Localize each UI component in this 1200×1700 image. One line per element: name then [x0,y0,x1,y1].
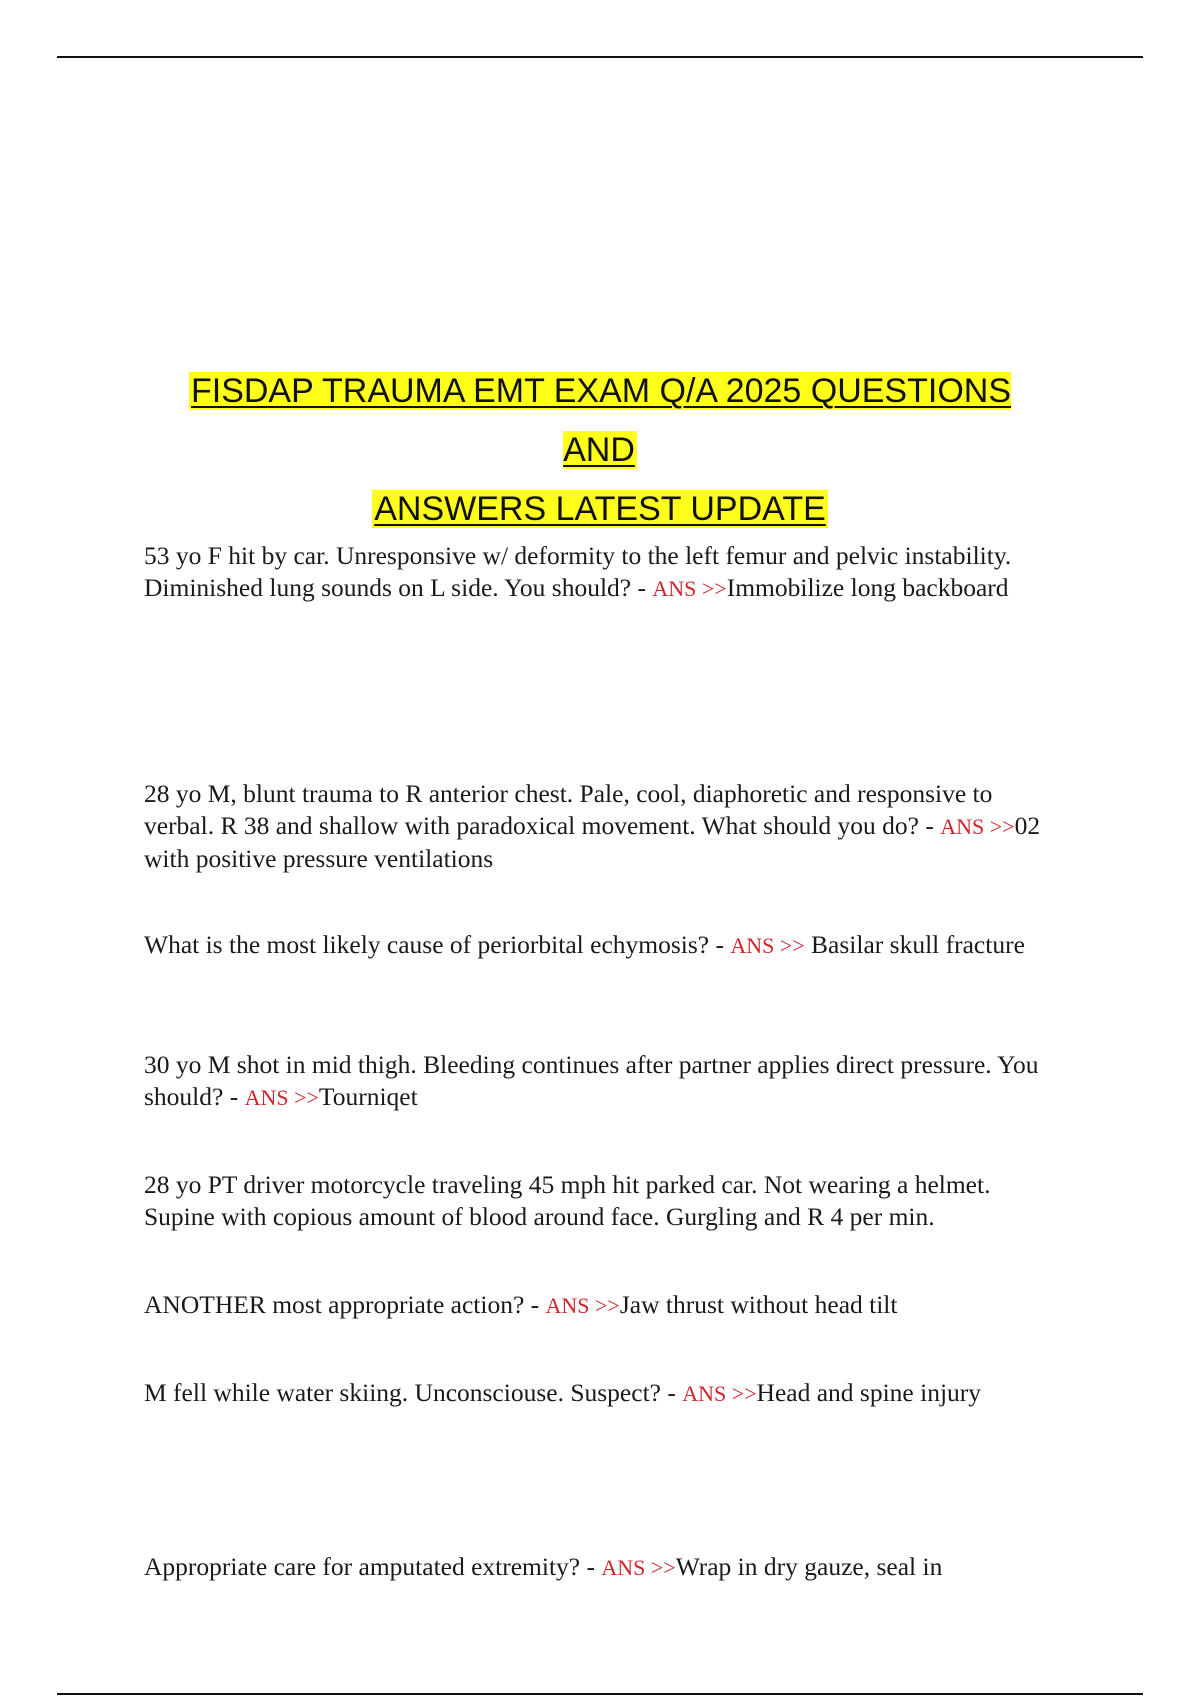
answer-marker: ANS >> [601,1555,676,1580]
qa-item-1 [144,540,1056,605]
qa-item-3 [144,929,1056,962]
question-text: 28 yo PT driver motorcycle traveling 45 mph hit parked car. Not wearing a helmet. Supine with copious amount of blood around face. Gurgling and R 4 per min. [144,1170,991,1231]
top-rule [57,56,1143,58]
title-line-2: ANSWERS LATEST UPDATE [374,490,826,528]
qa-item-6 [144,1289,1056,1322]
qa-item-4 [144,1049,1056,1114]
question-text: Appropriate care for amputated extremity? - [144,1552,602,1581]
answer-marker: ANS >> [652,576,727,601]
qa-item-8 [144,1551,1056,1584]
question-text: 53 yo F hit by car. Unresponsive w/ deformity to the left femur and pelvic instability. Diminished lung sounds on L side. You should? - [144,541,1012,602]
answer-text: Jaw thrust without head tilt [619,1290,898,1319]
question-text: 28 yo M, blunt trauma to R anterior chest. Pale, cool, diaphoretic and responsive to verbal. R 38 and shallow with paradoxical movement. What should you do? - [144,779,993,840]
document-title [150,362,1050,539]
answer-text: Wrap in dry gauze, seal in [675,1552,943,1581]
question-text: 30 yo M shot in mid thigh. Bleeding continues after partner applies direct pressure. You should? - [144,1050,1039,1111]
question-text: ANOTHER most appropriate action? - [144,1290,546,1319]
qa-item-7 [144,1377,1056,1410]
answer-text: Immobilize long backboard [726,573,1009,602]
answer-marker: ANS >> [545,1293,620,1318]
qa-item-5 [144,1169,1056,1233]
answer-marker: ANS >> [682,1381,757,1406]
answer-marker: ANS >> [244,1085,319,1110]
question-text: M fell while water skiing. Unconsciouse. Suspect? - [144,1378,683,1407]
answer-text: 02 with positive pressure ventilations [144,811,1041,873]
answer-text: Basilar skull fracture [804,930,1025,959]
qa-item-2 [144,778,1056,875]
answer-text: Head and spine injury [756,1378,982,1407]
answer-marker: ANS >> [940,814,1015,839]
answer-text: Tourniqet [318,1082,418,1111]
answer-marker: ANS >> [730,933,805,958]
title-line-1: FISDAP TRAUMA EMT EXAM Q/A 2025 QUESTIONS AND [190,372,1012,469]
question-text: What is the most likely cause of periorbital echymosis? - [144,930,731,959]
bottom-rule [57,1693,1143,1695]
